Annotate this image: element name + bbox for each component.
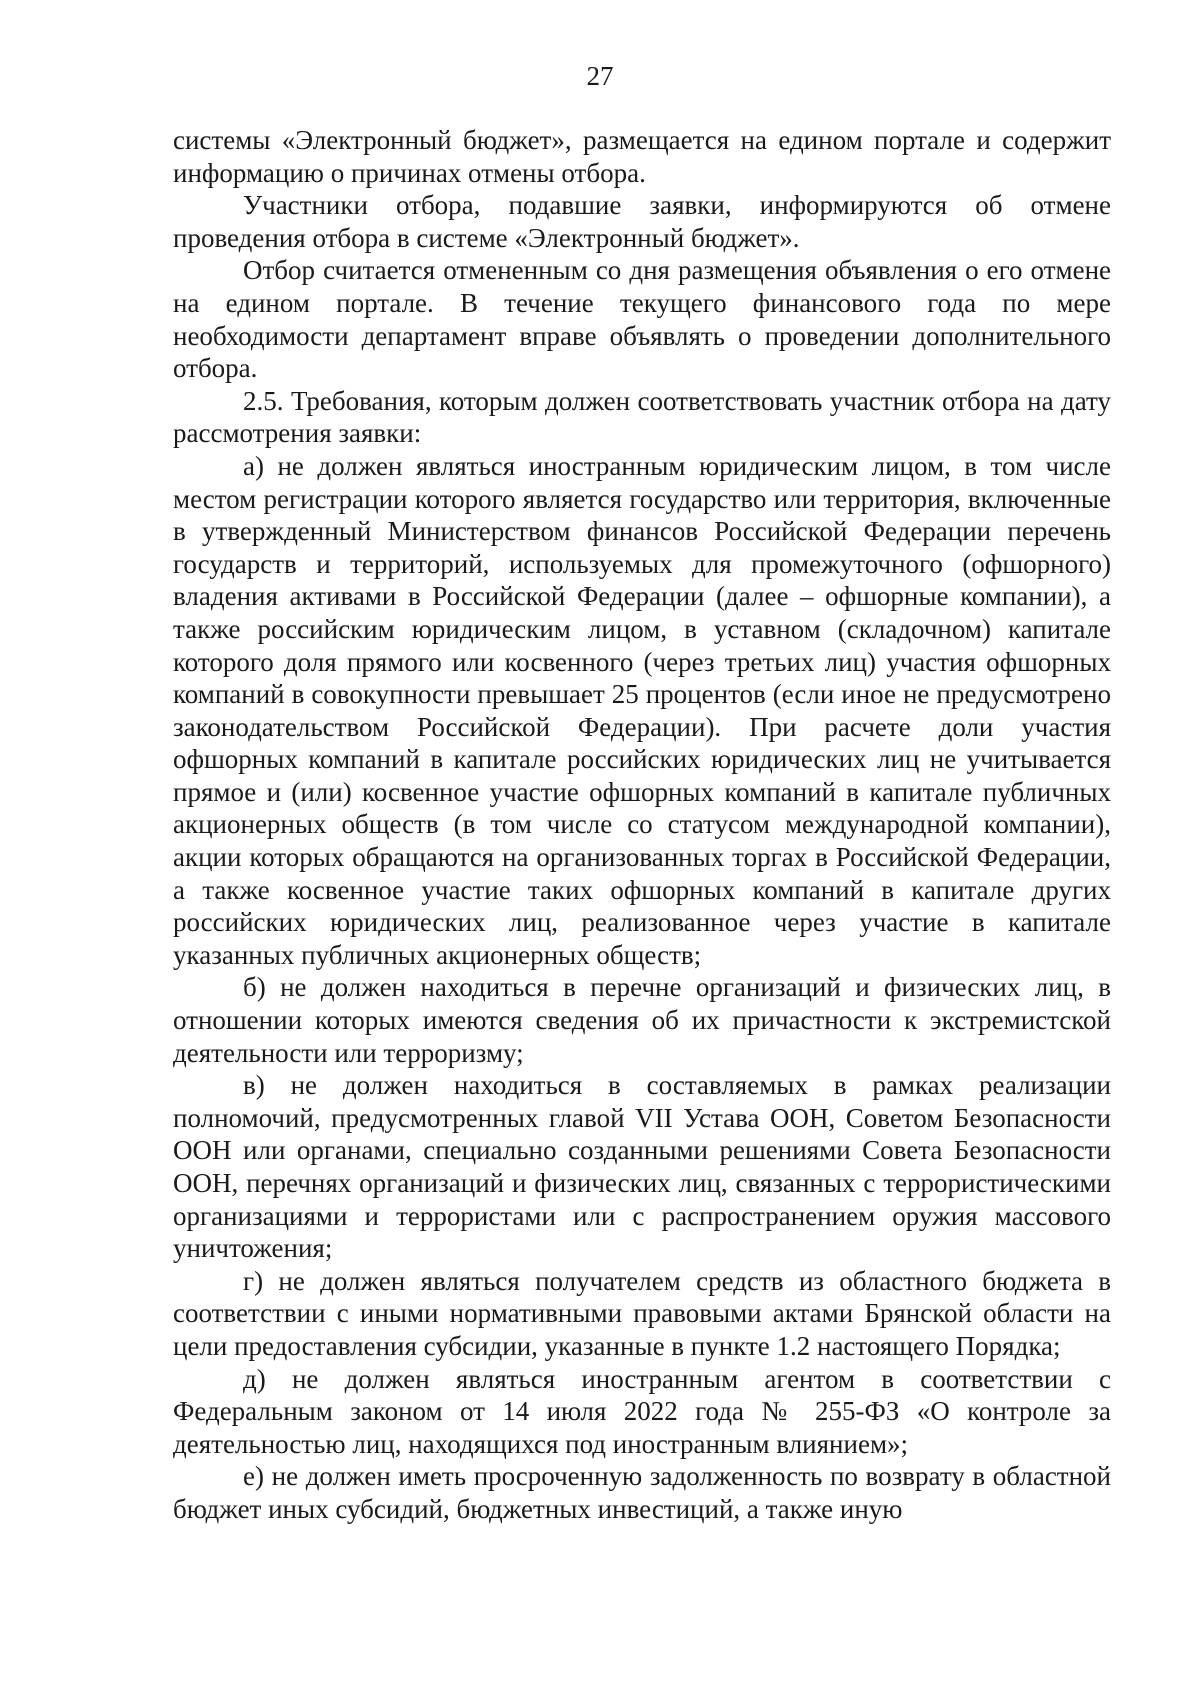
paragraph-item-d: д) не должен являться иностранным агентом в соответствии с Федеральным законом от 14 июля 2022 года № 255-ФЗ «О контроле за деятельностью лиц, находящихся под иностранным влиянием»; [173,1363,1111,1459]
paragraph-selection-cancelled: Отбор считается отмененным со дня размещения объявления о его отмене на едином портале. В течение текущего финансового года по мере необходимости департамент вправе объявлять о проведении дополнительного отбора. [173,255,1111,384]
document-body [173,124,1111,1526]
paragraph-section-2-5: 2.5. Требования, которым должен соответствовать участник отбора на дату рассмотрения заявки: [173,385,1111,449]
page-number: 27 [586,61,614,91]
paragraph-item-v: в) не должен находиться в составляемых в рамках реализации полномочий, предусмотренных главой VII Устава ООН, Советом Безопасности ООН или органами, специально созданными решениями Совета Безопасности ООН, перечнях организаций и физических лиц, связанных с террористическими организациями и террористами или с распространением оружия массового уничтожения; [173,1070,1111,1264]
paragraph-item-g: г) не должен являться получателем средств из областного бюджета в соответствии с иными нормативными правовыми актами Брянской области на цели предоставления субсидии, указанные в пункте 1.2 настоящего Порядка; [173,1265,1111,1361]
paragraph-item-a: а) не должен являться иностранным юридическим лицом, в том числе местом регистрации которого является государство или территория, включенные в утвержденный Министерством финансов Российской Федерации перечень государств и территорий, используемых для промежуточного (офшорного) владения активами в Российской Федерации (далее – офшорные компании), а также российским юридическим лицом, в уставном (складочном) капитале которого доля прямого или косвенного (через третьих лиц) участия офшорных компаний в совокупности превышает 25 процентов (если иное не предусмотрено законодательством Российской Федерации). При расчете доли участия офшорных компаний в капитале российских юридических лиц не учитывается прямое и (или) косвенное участие офшорных компаний в капитале публичных акционерных обществ (в том числе со статусом международной компании), акции которых обращаются на организованных торгах в Российской Федерации, а также косвенное участие таких офшорных компаний в капитале других российских юридических лиц, реализованное через участие в капитале указанных публичных акционерных обществ; [173,450,1111,970]
paragraph-item-e: е) не должен иметь просроченную задолженность по возврату в областной бюджет иных субсидий, бюджетных инвестиций, а также иную [173,1461,1111,1524]
paragraph-item-b: б) не должен находиться в перечне организаций и физических лиц, в отношении которых имеются сведения об их причастности к экстремистской деятельности или терроризму; [173,972,1111,1068]
paragraph-continuation: системы «Электронный бюджет», размещается на едином портале и содержит информацию о причинах отмены отбора. [173,125,1111,188]
paragraph-participants-notified: Участники отбора, подавшие заявки, информируются об отмене проведения отбора в системе «Электронный бюджет». [173,190,1111,253]
